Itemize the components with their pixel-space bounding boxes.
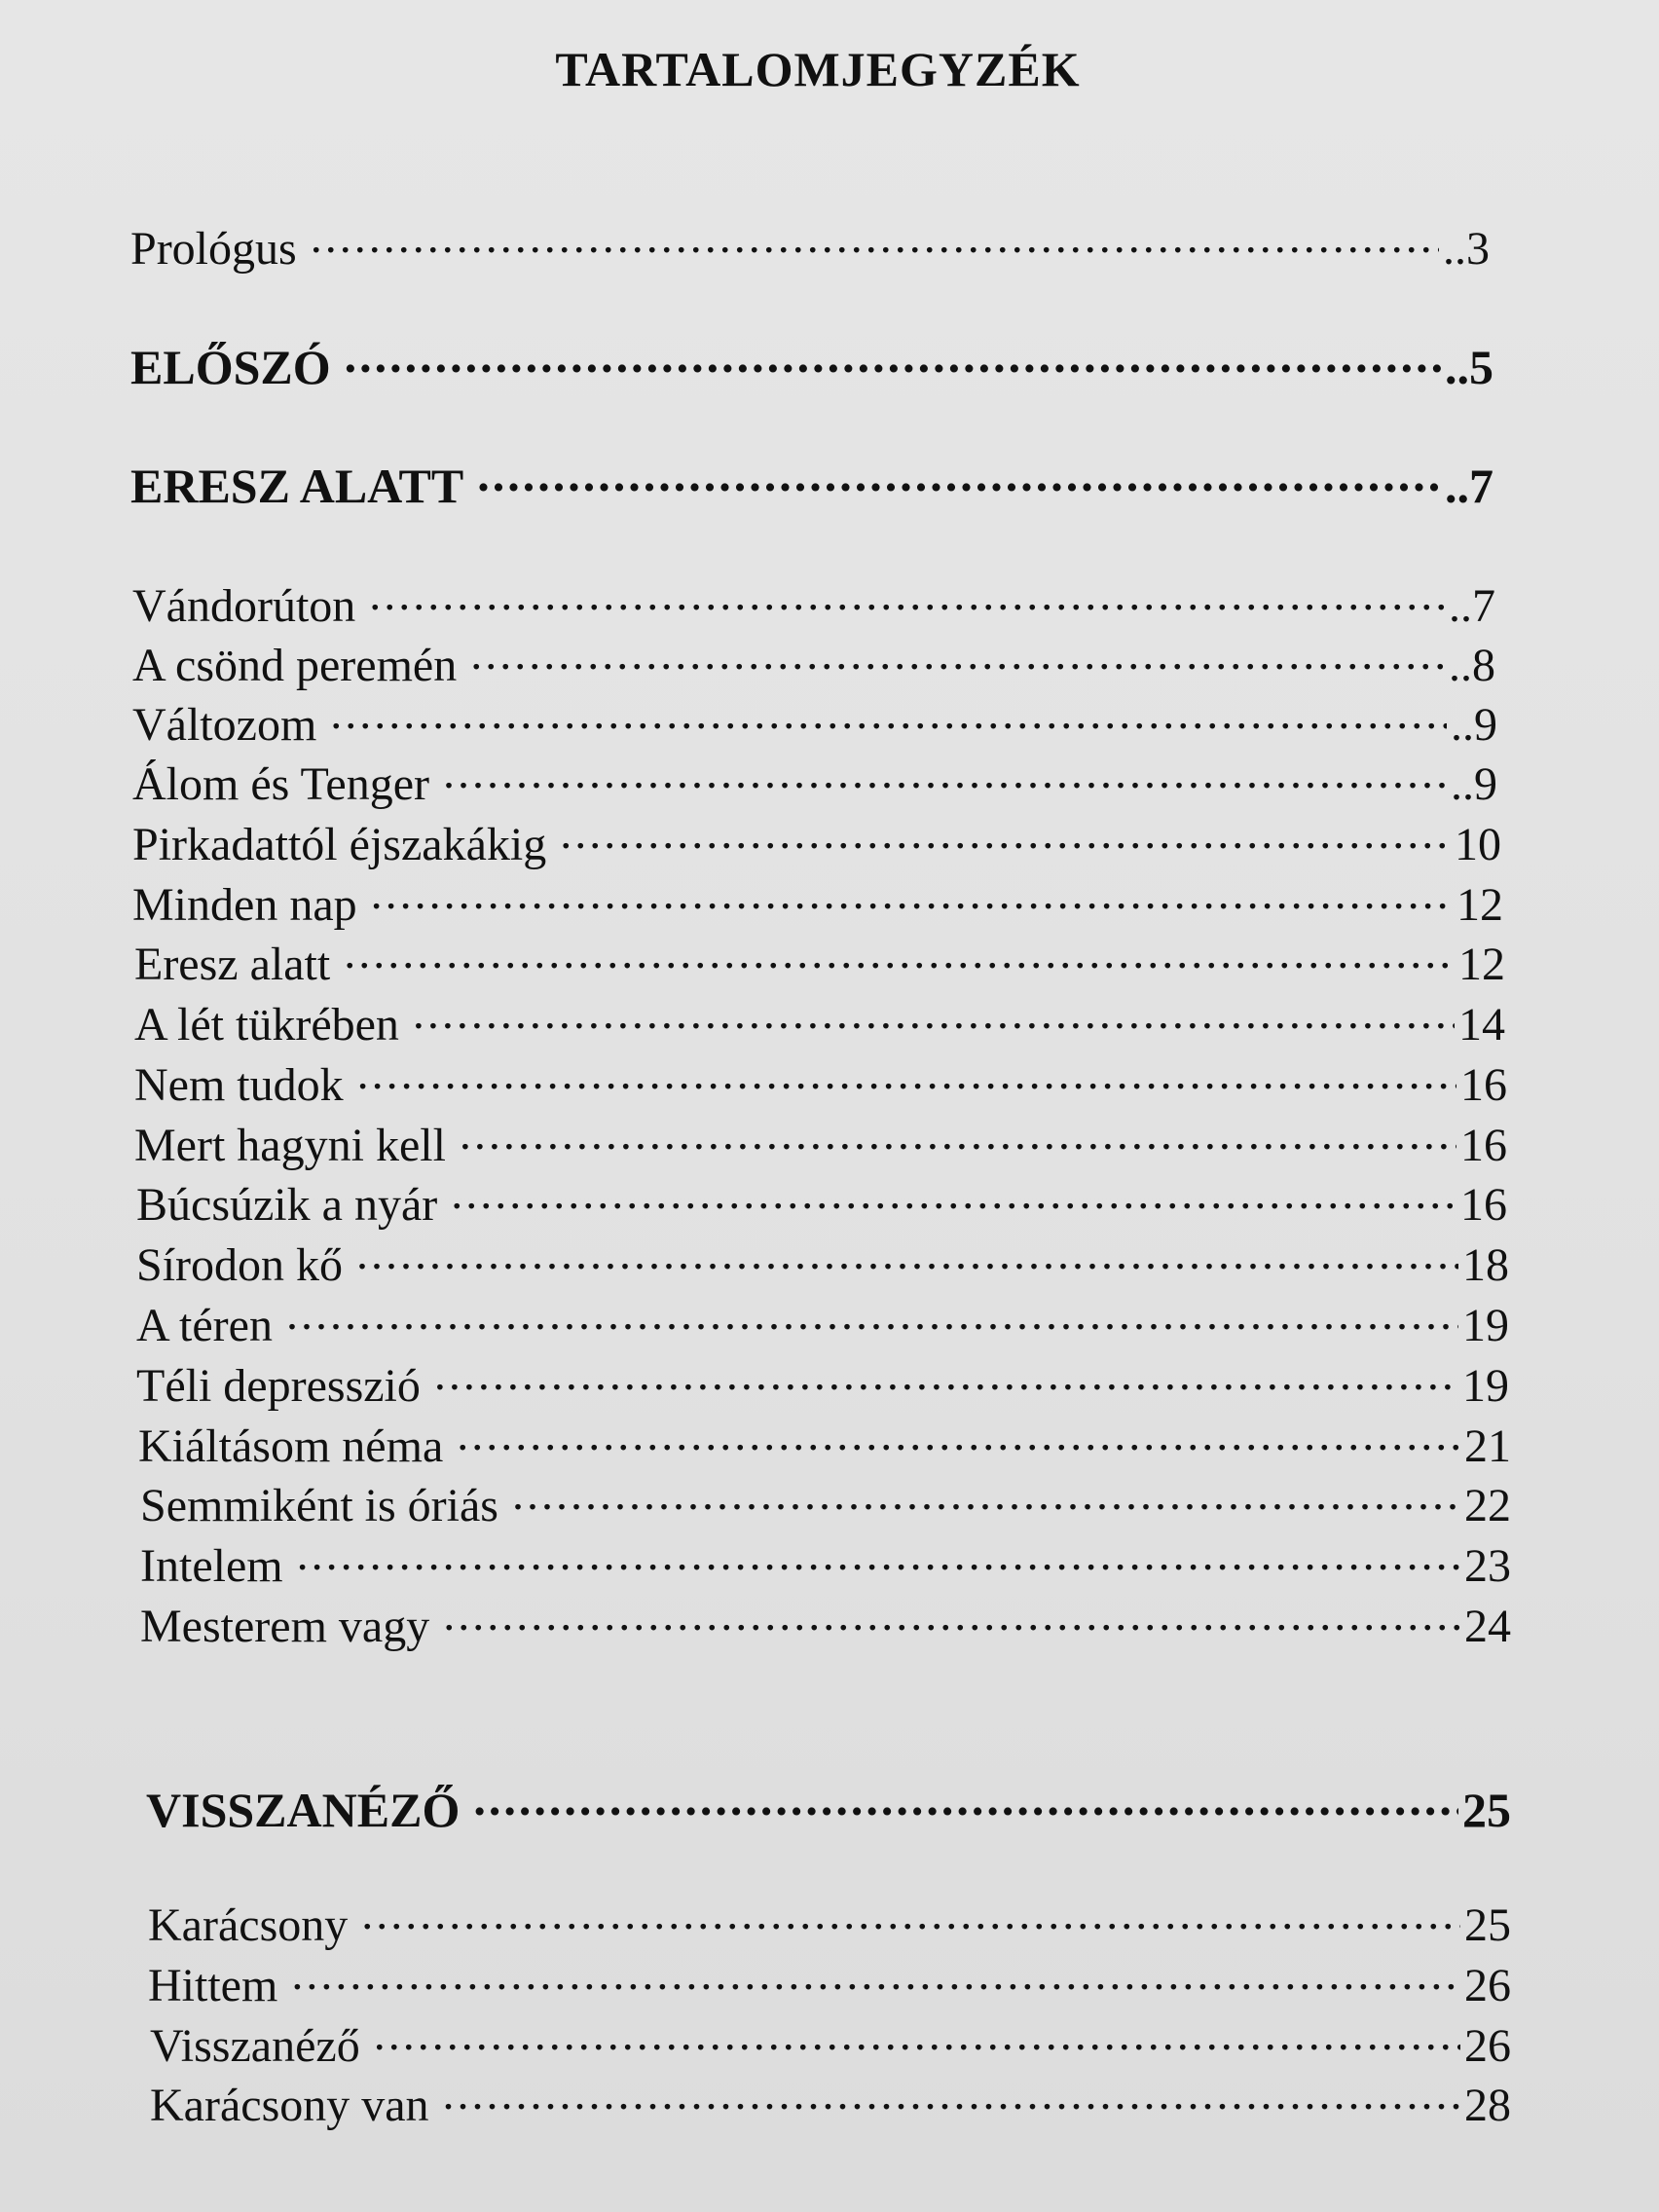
toc-entry-label: Nem tudok: [134, 1059, 344, 1112]
toc-section-page: ..5: [1445, 340, 1493, 394]
toc-entry-page: 22: [1464, 1480, 1511, 1532]
toc-entry-label: Mert hagyni kell: [134, 1120, 446, 1172]
toc-section-visszanezo: [146, 1782, 1511, 1838]
toc-entry-label: Visszanéző: [150, 2020, 360, 2073]
toc-entry-page: 10: [1455, 819, 1501, 871]
toc-entry-page: ..7: [1449, 580, 1495, 633]
toc-entry-pirkadattol-ejszakakig: [132, 818, 1501, 871]
dot-leader: [357, 1058, 1456, 1100]
toc-entry-page: 26: [1464, 2020, 1511, 2073]
toc-section-eloszo: [130, 339, 1493, 395]
toc-entry-page: ..9: [1451, 758, 1497, 811]
toc-entry-label: Intelem: [140, 1540, 283, 1593]
toc-entry-page: 14: [1458, 999, 1505, 1051]
toc-entry-label: Prológus: [130, 223, 297, 276]
dot-leader: [330, 698, 1447, 740]
toc-entry-page: 12: [1456, 879, 1503, 932]
dot-leader: [560, 818, 1451, 860]
toc-entry-label: A téren: [136, 1300, 273, 1352]
toc-entry-label: Kiáltásom néma: [138, 1420, 444, 1473]
toc-entry-vandoruton: [132, 579, 1495, 633]
toc-entry-karacsony-van: [150, 2079, 1511, 2132]
toc-entry-label: Eresz alatt: [134, 939, 331, 991]
dot-leader: [291, 1959, 1460, 2001]
toc-entry-alom-es-tenger: [132, 757, 1497, 811]
toc-entry-label: Változom: [132, 699, 317, 752]
toc-entry-label: Karácsony van: [150, 2080, 429, 2132]
dot-leader: [473, 1783, 1458, 1826]
toc-entry-page: 24: [1464, 1601, 1511, 1653]
toc-section-eresz-alatt: [130, 458, 1493, 514]
toc-entry-page: 16: [1460, 1059, 1507, 1112]
toc-entry-prologus: [130, 222, 1490, 276]
toc-entry-page: 16: [1460, 1179, 1507, 1232]
toc-entry-teli-depresszio: [136, 1359, 1509, 1413]
toc-entry-page: 26: [1464, 1960, 1511, 2012]
dot-leader: [286, 1299, 1458, 1341]
dot-leader: [361, 1899, 1460, 1940]
toc-entry-nem-tudok: [134, 1058, 1507, 1112]
dot-leader: [297, 1539, 1460, 1581]
toc-entry-label: Hittem: [148, 1960, 278, 2012]
dot-leader: [460, 1119, 1456, 1161]
toc-entry-eresz-alatt: [134, 938, 1505, 991]
toc-entry-label: Búcsúzik a nyár: [136, 1179, 438, 1232]
toc-entry-page: 19: [1462, 1300, 1509, 1352]
toc-entry-label: Minden nap: [132, 879, 357, 932]
toc-entry-mesterem-vagy: [140, 1600, 1511, 1653]
toc-entry-page: ..3: [1443, 223, 1490, 276]
toc-entry-a-csond-peremen: [132, 639, 1495, 692]
dot-leader: [369, 579, 1445, 621]
dot-leader: [311, 222, 1439, 264]
dot-leader: [434, 1359, 1458, 1401]
toc-entry-label: Téli depresszió: [136, 1360, 421, 1413]
dot-leader: [470, 639, 1445, 681]
toc-entry-bucsuzik-a-nyar: [136, 1178, 1507, 1232]
toc-entry-label: Sírodon kő: [136, 1239, 344, 1292]
dot-leader: [374, 2019, 1460, 2061]
toc-entry-hittem: [148, 1959, 1511, 2012]
toc-entry-page: 25: [1464, 1899, 1511, 1952]
toc-entry-label: Mesterem vagy: [140, 1601, 430, 1653]
toc-section-label: ERESZ ALATT: [130, 459, 464, 513]
dot-leader: [413, 998, 1455, 1040]
toc-entry-valtozom: [132, 698, 1497, 752]
toc-entry-label: Semmiként is óriás: [140, 1480, 498, 1532]
toc-entry-label: Pirkadattól éjszakákig: [132, 819, 547, 871]
dot-leader: [457, 1419, 1460, 1461]
dot-leader: [451, 1178, 1456, 1220]
toc-entry-label: Karácsony: [148, 1899, 349, 1952]
toc-entry-kialtasom-nema: [138, 1419, 1511, 1473]
toc-entry-label: A lét tükrében: [134, 999, 399, 1051]
toc-entry-karacsony: [148, 1899, 1511, 1952]
toc-entry-page: 21: [1464, 1420, 1511, 1473]
dot-leader: [512, 1479, 1460, 1521]
dot-leader: [477, 459, 1441, 502]
toc-entry-page: ..9: [1451, 699, 1497, 752]
toc-section-label: ELŐSZÓ: [130, 340, 331, 394]
toc-entry-a-teren: [136, 1299, 1509, 1352]
toc-entry-intelem: [140, 1539, 1511, 1593]
toc-entry-sirodon-ko: [136, 1238, 1509, 1292]
toc-entry-page: ..8: [1449, 640, 1495, 692]
toc-entry-label: Vándorúton: [132, 580, 356, 633]
dot-leader: [356, 1238, 1458, 1280]
dot-leader: [443, 2079, 1460, 2120]
page-title: TARTALOMJEGYZÉK: [555, 42, 1081, 96]
toc-entry-page: 19: [1462, 1360, 1509, 1413]
dot-leader: [443, 757, 1447, 799]
dot-leader: [371, 878, 1453, 920]
toc-entry-page: 16: [1460, 1120, 1507, 1172]
toc-entry-page: 23: [1464, 1540, 1511, 1593]
toc-section-page: 25: [1462, 1783, 1511, 1837]
toc-entry-a-let-tukreben: [134, 998, 1505, 1051]
toc-section-page: ..7: [1445, 459, 1493, 513]
toc-entry-page: 12: [1458, 939, 1505, 991]
dot-leader: [344, 938, 1455, 979]
toc-entry-minden-nap: [132, 878, 1503, 932]
toc-entry-semmikent-is-orias: [140, 1479, 1511, 1532]
toc-section-label: VISSZANÉZŐ: [146, 1783, 461, 1837]
toc-entry-label: Álom és Tenger: [132, 758, 430, 811]
toc-entry-label: A csönd peremén: [132, 640, 458, 692]
toc-entry-page: 28: [1464, 2080, 1511, 2132]
dot-leader: [443, 1600, 1460, 1641]
toc-entry-visszanezo: [150, 2019, 1511, 2073]
dot-leader: [345, 340, 1441, 384]
toc-entry-page: 18: [1462, 1239, 1509, 1292]
toc-entry-mert-hagyni-kell: [134, 1119, 1507, 1172]
